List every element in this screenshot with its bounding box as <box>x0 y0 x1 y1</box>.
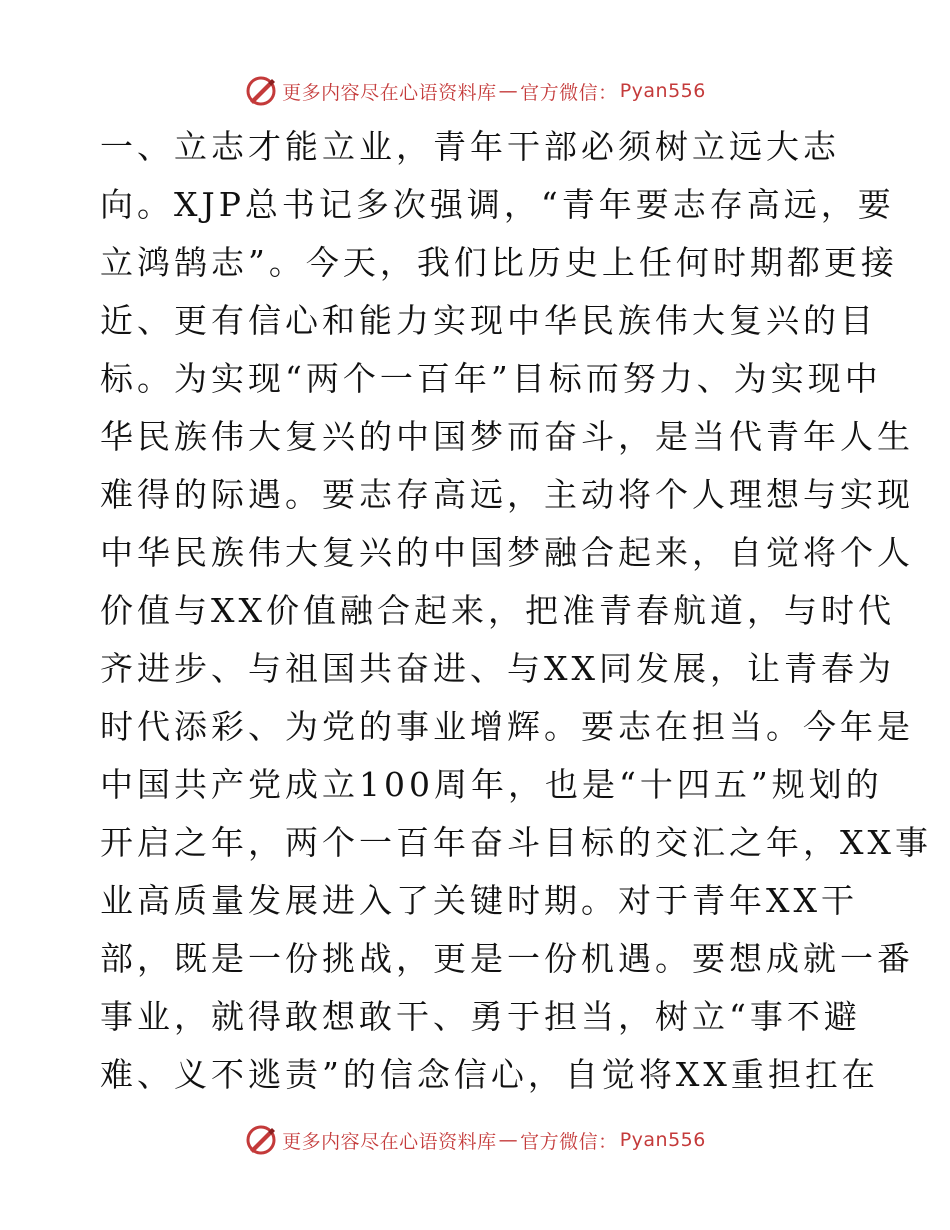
body-line: 立鸿鹄志”。今天，我们比历史上任何时期都更接 <box>100 243 898 282</box>
body-line: 向。XJP总书记多次强调，“青年要志存高远，要 <box>100 185 895 224</box>
pen-logo-icon <box>244 74 278 108</box>
banner-separator: — <box>498 1129 519 1151</box>
body-line: 华民族伟大复兴的中国梦而奋斗，是当代青年人生 <box>100 417 914 456</box>
body-line: 近、更有信心和能力实现中华民族伟大复兴的目 <box>100 301 877 340</box>
banner-site-text: 更多内容尽在心语资料库 <box>282 1130 497 1153</box>
banner-site-text: 更多内容尽在心语资料库 <box>282 81 497 104</box>
body-line: 中华民族伟大复兴的中国梦融合起来，自觉将个人 <box>100 533 914 572</box>
body-line: 时代添彩、为党的事业增辉。要志在担当。今年是 <box>100 707 914 746</box>
body-line: 难、义不逃责”的信念信心，自觉将XX重担扛在 <box>100 1055 879 1094</box>
banner-wechat-id: Pyan556 <box>619 80 706 102</box>
footer-banner <box>0 1120 950 1160</box>
body-line: 标。为实现“两个一百年”目标而努力、为实现中 <box>100 359 882 398</box>
body-line: 业高质量发展进入了关键时期。对于青年XX干 <box>100 881 858 920</box>
banner-wechat-id: Pyan556 <box>619 1129 706 1151</box>
body-line: 中国共产党成立100周年，也是“十四五”规划的 <box>100 765 883 804</box>
banner-wechat-label: 官方微信： <box>520 1130 618 1153</box>
body-line: 齐进步、与祖国共奋进、与XX同发展，让青春为 <box>100 649 895 688</box>
body-line: 部，既是一份挑战，更是一份机遇。要想成就一番 <box>100 939 914 978</box>
banner-separator: — <box>498 80 519 102</box>
header-banner <box>0 71 950 111</box>
body-line: 开启之年，两个一百年奋斗目标的交汇之年，XX事 <box>100 823 932 862</box>
banner-wechat-label: 官方微信： <box>520 81 618 104</box>
body-line: 价值与XX价值融合起来，把准青春航道，与时代 <box>100 591 895 630</box>
body-line: 一、立志才能立业，青年干部必须树立远大志 <box>100 127 840 166</box>
pen-logo-icon <box>244 1123 278 1157</box>
body-line: 事业，就得敢想敢干、勇于担当，树立“事不避 <box>100 997 861 1036</box>
body-line: 难得的际遇。要志存高远，主动将个人理想与实现 <box>100 475 914 514</box>
